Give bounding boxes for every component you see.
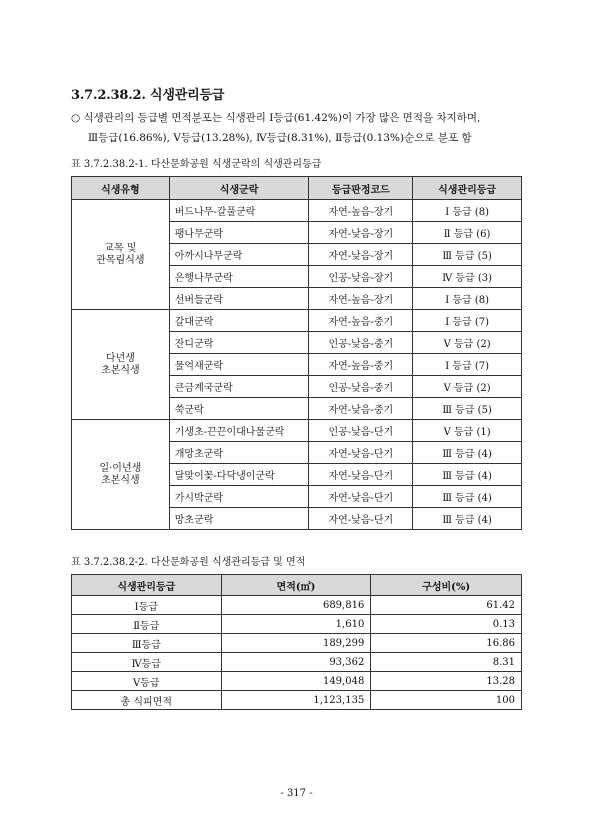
community-name-cell: 기생초-끈끈이대나물군락 [169,420,309,442]
community-name-cell: 잔디군락 [169,332,309,354]
ratio-cell: 61.42 [371,596,522,615]
area-cell: 93,362 [221,653,371,672]
grade-code-cell: 자연-낮음-단기 [309,486,413,508]
vegetation-type-line: 초본식생 [101,364,140,376]
paragraph-line-1: ○ 식생관리의 등급별 면적분포는 식생관리 Ⅰ등급(61.42%)이 가장 많은 면적을 차지하며, [71,112,481,124]
table-row [72,420,522,442]
management-grade-cell: Ⅰ 등급 (7) [413,310,522,332]
table-row [72,691,522,710]
grade-cell: Ⅰ등급 [72,596,222,615]
management-grade-cell: Ⅲ 등급 (4) [413,442,522,464]
community-name-cell: 선버들군락 [169,288,309,310]
vegetation-type-cell [72,200,170,310]
area-cell: 1,123,135 [221,691,371,710]
community-name-cell: 아까시나무군락 [169,244,309,266]
management-grade-cell: Ⅲ 등급 (5) [413,244,522,266]
grade-code-cell: 자연-낮음-장기 [309,222,413,244]
ratio-cell: 13.28 [371,672,522,691]
grade-code-cell: 자연-높음-중기 [309,310,413,332]
management-grade-cell: Ⅲ 등급 (4) [413,464,522,486]
grade-code-cell: 자연-높음-장기 [309,200,413,222]
table-row [72,310,522,332]
community-name-cell: 물억새군락 [169,354,309,376]
community-name-cell: 버드나무-갈풀군락 [169,200,309,222]
vegetation-type-cell [72,420,170,530]
management-grade-cell: Ⅰ 등급 (8) [413,288,522,310]
grade-code-cell: 자연-낮음-중기 [309,398,413,420]
table-row [72,200,522,222]
page-number: - 317 - [280,788,313,799]
table-row [72,653,522,672]
management-grade-cell: Ⅱ 등급 (6) [413,222,522,244]
header-cell: 등급판정코드 [309,177,413,200]
grade-cell: Ⅲ등급 [72,634,222,653]
header-cell: 식생관리등급 [413,177,522,200]
section-heading: 3.7.2.38.2. 식생관리등급 [71,88,225,103]
header-cell: 식생군락 [169,177,309,200]
community-name-cell: 큰금계국군락 [169,376,309,398]
grade-cell: 총 식피면적 [72,691,222,710]
table-row [72,615,522,634]
management-grade-cell: Ⅴ 등급 (1) [413,420,522,442]
vegetation-type-line: 다년생 [105,352,135,364]
grade-code-cell: 자연-높음-중기 [309,354,413,376]
grade-cell: Ⅳ등급 [72,653,222,672]
area-cell: 689,816 [221,596,371,615]
table1-caption: 표 3.7.2.38.2-1. 다산문화공원 식생군락의 식생관리등급 [71,159,322,170]
management-grade-cell: Ⅰ 등급 (8) [413,200,522,222]
table-row [72,596,522,615]
vegetation-type-cell [72,310,170,420]
community-name-cell: 갈대군락 [169,310,309,332]
management-grade-cell: Ⅳ 등급 (3) [413,266,522,288]
grade-code-cell: 자연-낮음-단기 [309,442,413,464]
vegetation-type-line: 관목림식생 [96,254,145,266]
table-row [72,672,522,691]
area-cell: 1,610 [221,615,371,634]
table2-caption: 표 3.7.2.38.2-2. 다산문화공원 식생관리등급 및 면적 [71,557,306,568]
paragraph-line-2: Ⅲ등급(16.86%), Ⅴ등급(13.28%), Ⅳ등급(8.31%), Ⅱ등급(0.13%)순으로 분포 함 [88,132,472,144]
grade-code-cell: 인공-낮음-중기 [309,332,413,354]
grade-code-cell: 자연-낮음-단기 [309,508,413,530]
community-name-cell: 망초군락 [169,508,309,530]
management-grade-cell: Ⅴ 등급 (2) [413,376,522,398]
management-grade-cell: Ⅴ 등급 (2) [413,332,522,354]
table-row [72,634,522,653]
grade-area-table [71,574,522,710]
summary-paragraph [71,108,531,148]
community-name-cell: 팽나무군락 [169,222,309,244]
header-cell: 식생유형 [72,177,170,200]
grade-code-cell: 인공-낮음-장기 [309,266,413,288]
grade-code-cell: 자연-낮음-단기 [309,464,413,486]
table-header-row [72,575,522,596]
community-name-cell: 가시박군락 [169,486,309,508]
table-header-row [72,177,522,200]
ratio-cell: 16.86 [371,634,522,653]
ratio-cell: 8.31 [371,653,522,672]
vegetation-type-line: 초본식생 [101,474,140,486]
vegetation-type-line: 일·이년생 [99,462,142,474]
community-name-cell: 쑥군락 [169,398,309,420]
grade-cell: Ⅴ등급 [72,672,222,691]
area-cell: 149,048 [221,672,371,691]
grade-code-cell: 인공-낮음-중기 [309,376,413,398]
management-grade-cell: Ⅲ 등급 (4) [413,508,522,530]
grade-code-cell: 인공-낮음-단기 [309,420,413,442]
header-cell: 식생관리등급 [72,575,222,596]
grade-code-cell: 자연-높음-장기 [309,288,413,310]
area-cell: 189,299 [221,634,371,653]
community-name-cell: 은행나무군락 [169,266,309,288]
header-cell: 면적(㎡) [221,575,371,596]
management-grade-cell: Ⅰ 등급 (7) [413,354,522,376]
grade-code-cell: 자연-낮음-장기 [309,244,413,266]
vegetation-type-line: 교목 및 [104,242,137,254]
management-grade-cell: Ⅲ 등급 (4) [413,486,522,508]
community-name-cell: 달맞이꽃-다닥냉이군락 [169,464,309,486]
ratio-cell: 100 [371,691,522,710]
grade-cell: Ⅱ등급 [72,615,222,634]
management-grade-cell: Ⅲ 등급 (5) [413,398,522,420]
vegetation-grade-table [71,176,522,530]
community-name-cell: 개망초군락 [169,442,309,464]
ratio-cell: 0.13 [371,615,522,634]
header-cell: 구성비(%) [371,575,522,596]
